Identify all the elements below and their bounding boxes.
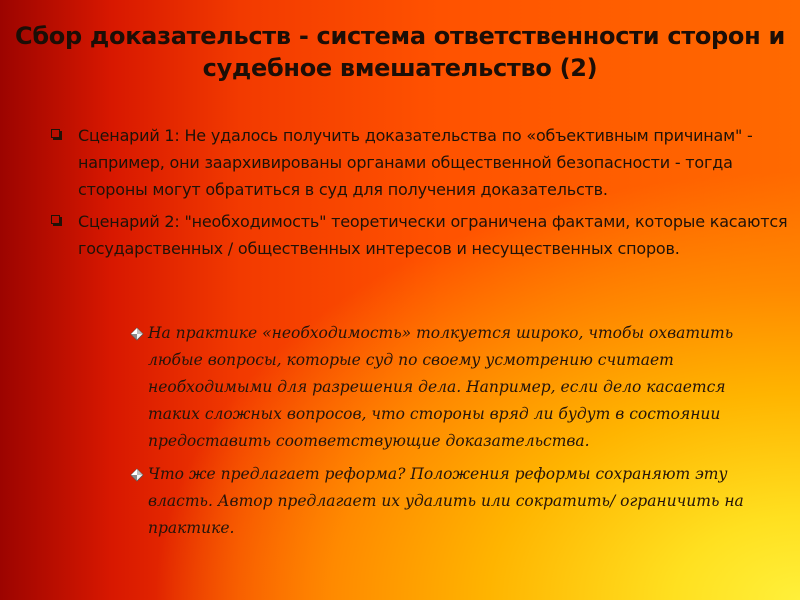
sub-bullet-item — [130, 320, 780, 455]
bullet-item — [48, 122, 792, 203]
bullet-text: Сценарий 1: Не удалось получить доказательства по «объективным причинам" - например, они заархивированы органами общественной безопасности - тогда стороны могут обратиться в суд для получения доказательств. — [78, 126, 753, 199]
sub-bullet-item — [130, 461, 780, 542]
sub-bullet-text: Что же предлагает реформа? Положения реформы сохраняют эту власть. Автор предлагает их удалить или сократить/ ограничить на практике. — [148, 465, 744, 537]
slide-title-line-2: судебное вмешательство (2) — [202, 54, 598, 82]
sub-bullet-text: На практике «необходимость» толкуется широко, чтобы охватить любые вопросы, которые суд по своему усмотрению считает необходимыми для разрешения дела. Например, если дело касается таких сложных вопросов, что стороны вряд ли будут в состоянии предоставить соответствующие доказательства. — [148, 324, 734, 450]
checkbox-bullet-icon — [51, 215, 60, 224]
bullet-list — [48, 122, 792, 267]
bullet-item — [48, 208, 792, 262]
diamond-bullet-icon — [130, 327, 144, 341]
checkbox-bullet-icon — [51, 129, 60, 138]
diamond-bullet-icon — [130, 468, 144, 482]
sub-bullet-list — [130, 320, 780, 548]
slide-title — [0, 20, 800, 84]
bullet-text: Сценарий 2: "необходимость" теоретически ограничена фактами, которые касаются государственных / общественных интересов и несущественных споров. — [78, 212, 788, 258]
slide-title-line-1: Сбор доказательств - система ответственности сторон и — [15, 22, 785, 50]
